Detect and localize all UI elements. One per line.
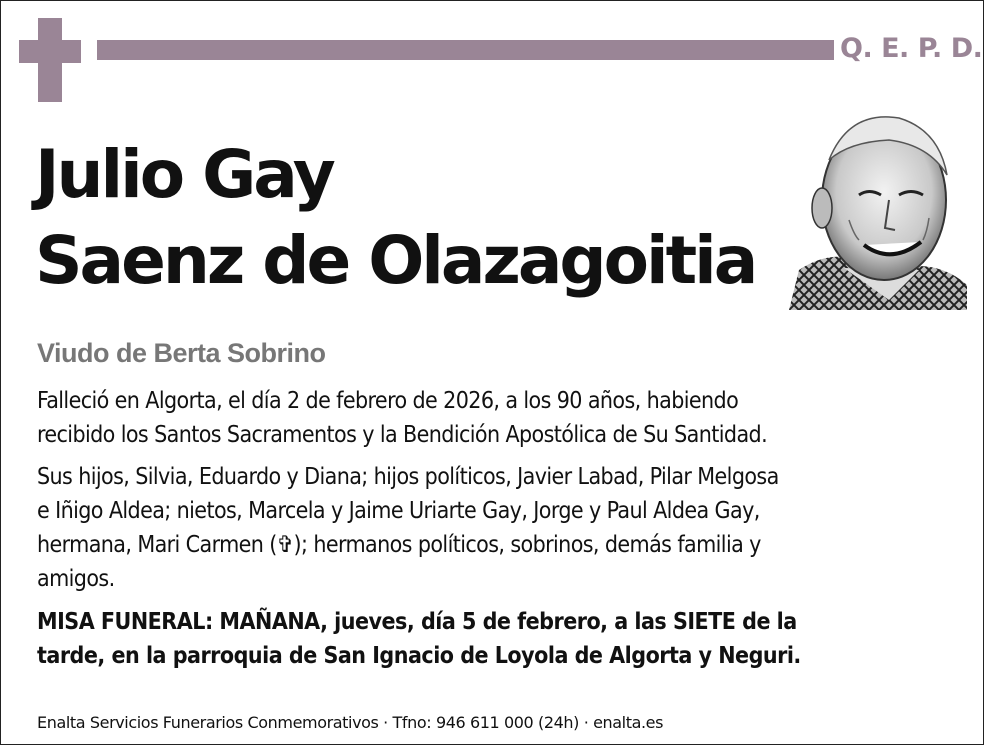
subtitle-widower: Viudo de Berta Sobrino bbox=[37, 338, 326, 368]
funeral-mass-paragraph bbox=[37, 605, 957, 673]
text-line: amigos. bbox=[37, 566, 115, 592]
text-line: recibido los Santos Sacramentos y la Bendición Apostólica de Su Santidad. bbox=[37, 422, 768, 448]
portrait-photo bbox=[789, 100, 967, 310]
family-paragraph bbox=[37, 460, 957, 596]
text-line: Sus hijos, Silvia, Eduardo y Diana; hijos políticos, Javier Labad, Pilar Melgosa bbox=[37, 464, 779, 490]
deceased-name bbox=[35, 132, 755, 304]
text-line: e Iñigo Aldea; nietos, Marcela y Jaime Uriarte Gay, Jorge y Paul Aldea Gay, bbox=[37, 498, 760, 524]
name-line-2: Saenz de Olazagoitia bbox=[35, 222, 756, 299]
text-line: Falleció en Algorta, el día 2 de febrero de 2026, a los 90 años, habiendo bbox=[37, 388, 739, 414]
text-line: MISA FUNERAL: MAÑANA, jueves, día 5 de febrero, a las SIETE de la bbox=[37, 609, 797, 635]
text-line: hermana, Mari Carmen (✞); hermanos políticos, sobrinos, demás familia y bbox=[37, 532, 761, 558]
header-bar bbox=[97, 40, 834, 60]
death-notice-paragraph bbox=[37, 384, 957, 452]
footer-contact: Enalta Servicios Funerarios Conmemorativos · Tfno: 946 611 000 (24h) · enalta.es bbox=[37, 713, 664, 732]
name-line-1: Julio Gay bbox=[35, 136, 333, 213]
text-line: tarde, en la parroquia de San Ignacio de Loyola de Algorta y Neguri. bbox=[37, 643, 801, 669]
qepd-label: Q. E. P. D. bbox=[840, 33, 983, 64]
